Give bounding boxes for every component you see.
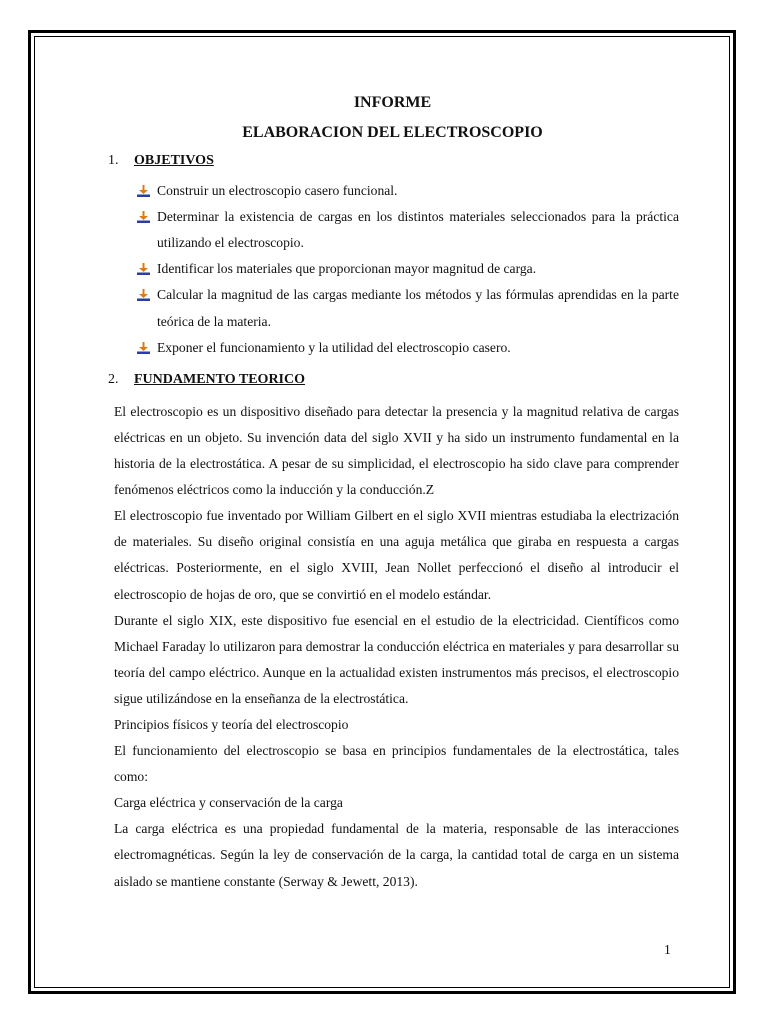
objective-item bbox=[137, 256, 679, 282]
objective-text: Determinar la existencia de cargas en los distintos materiales seleccionados para la práctica utilizando el electroscopio. bbox=[157, 209, 679, 251]
arrow-bullet-icon bbox=[137, 211, 150, 223]
objective-text: Calcular la magnitud de las cargas mediante los métodos y las fórmulas aprendidas en la parte teórica de la materia. bbox=[157, 287, 679, 329]
arrow-bullet-icon bbox=[137, 342, 150, 354]
paragraph-intro: El electroscopio es un dispositivo diseñado para detectar la presencia y la magnitud relativa de cargas eléctricas en un objeto. Su invención data del siglo XVII y ha sido un instrumento fundamental en la historia de la electrostática. A pesar de su simplicidad, el electroscopio ha sido clave para comprender fenómenos eléctricos como la inducción y la conducción.Z bbox=[114, 403, 679, 498]
section-1-number: 1. bbox=[108, 153, 119, 168]
objective-text: Identificar los materiales que proporcionan mayor magnitud de carga. bbox=[157, 261, 537, 277]
objective-item bbox=[137, 204, 679, 256]
page-number: 1 bbox=[664, 942, 671, 957]
subheading-physical-principles: Principios físicos y teoría del electroscopio bbox=[114, 716, 349, 732]
objective-item bbox=[137, 282, 679, 334]
section-2-heading bbox=[108, 367, 679, 393]
title-line-2: ELABORACION DEL ELECTROSCOPIO bbox=[242, 124, 543, 141]
arrow-bullet-icon bbox=[137, 289, 150, 301]
objective-item bbox=[137, 335, 679, 361]
objective-text: Exponer el funcionamiento y la utilidad del electroscopio casero. bbox=[157, 339, 511, 355]
objective-text: Construir un electroscopio casero funcional. bbox=[157, 183, 398, 199]
arrow-bullet-icon bbox=[137, 185, 150, 197]
paragraph-nineteenth-century: Durante el siglo XIX, este dispositivo fue esencial en el estudio de la electricidad. Científicos como Michael Faraday lo utilizaron para demostrar la conducción eléctrica en materiales y para desarrollar su teoría del campo eléctrico. Aunque en la actualidad existen instrumentos más precisos, el electroscopio sigue utilizándose en la enseñanza de la electrostática. bbox=[114, 612, 679, 706]
title-line-1: INFORME bbox=[353, 94, 432, 111]
section-2-title: FUNDAMENTO TEORICO bbox=[134, 371, 306, 387]
paragraph-history: El electroscopio fue inventado por William Gilbert en el siglo XVII mientras estudiaba la electrización de materiales. Su diseño original consistía en una aguja metálica que giraba en respuesta a cargas eléctricas. Posteriormente, en el siglo XVIII, Jean Nollet perfeccionó el diseño al introducir el electroscopio de hojas de oro, que se convirtió en el modelo estándar. bbox=[114, 508, 679, 602]
objective-item bbox=[137, 178, 679, 204]
paragraph-principles: El funcionamiento del electroscopio se basa en principios fundamentales de la electrostática, tales como: bbox=[114, 743, 679, 785]
section-1-title: OBJETIVOS bbox=[134, 153, 214, 168]
section-2-number: 2. bbox=[108, 371, 119, 387]
section-1-heading bbox=[108, 148, 679, 174]
arrow-bullet-icon bbox=[137, 263, 150, 275]
paragraph-charge: La carga eléctrica es una propiedad fundamental de la materia, responsable de las interacciones electromagnéticas. Según la ley de conservación de la carga, la cantidad total de carga en un sistema aislado se mantiene constante (Serway & Jewett, 2013). bbox=[114, 821, 679, 889]
subheading-charge-conservation: Carga eléctrica y conservación de la carga bbox=[114, 795, 343, 811]
document-body bbox=[108, 88, 679, 895]
objectives-list bbox=[114, 178, 679, 361]
